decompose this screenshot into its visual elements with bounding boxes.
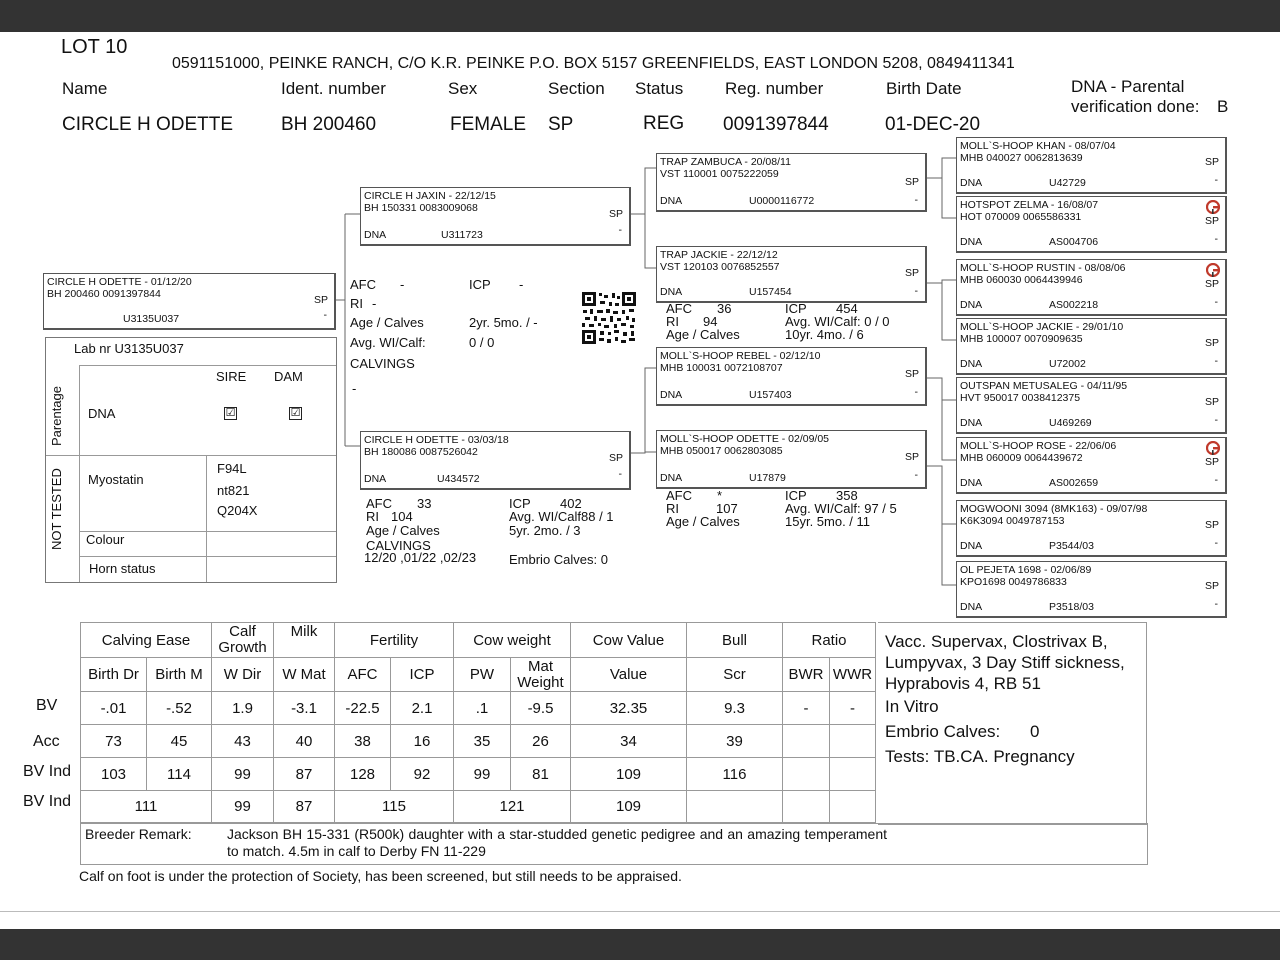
gp-box bbox=[656, 430, 927, 489]
ggp-dash: - bbox=[1214, 233, 1218, 245]
sire-avg-label: Avg. WI/Calf: bbox=[350, 335, 426, 350]
header-dna-1: DNA - Parental bbox=[1071, 77, 1185, 96]
gp-icp: 454 bbox=[836, 301, 858, 316]
acc-cell: 35 bbox=[454, 725, 511, 758]
ggp-section: SP bbox=[1204, 156, 1219, 168]
ggp-name: MOGWOONI 3094 (8MK163) - 09/07/98 bbox=[960, 503, 1148, 515]
ggp-dash: - bbox=[1214, 296, 1218, 308]
ggp-name: HOTSPOT ZELMA - 16/08/07 bbox=[960, 199, 1099, 211]
ggp-dna: AS002218 bbox=[1049, 299, 1099, 311]
bv-cell: 32.35 bbox=[571, 692, 687, 725]
bvind2-cell: 121 bbox=[454, 791, 571, 823]
sire-dna-label: DNA bbox=[364, 229, 387, 241]
sire-calvings-label: CALVINGS bbox=[350, 356, 415, 371]
ggp-section: SP bbox=[1204, 278, 1219, 290]
sire-afc: - bbox=[400, 277, 405, 292]
ggp-name: MOLL`S-HOOP JACKIE - 29/01/10 bbox=[960, 321, 1124, 333]
gp-age-label: Age / Calves bbox=[666, 514, 740, 529]
notes-panel bbox=[878, 622, 1147, 825]
column-header: Value bbox=[571, 658, 687, 692]
group-header: Bull bbox=[687, 623, 783, 658]
bv-cell: -3.1 bbox=[274, 692, 335, 725]
ggp-reg: MHB 060009 0064439672 bbox=[960, 452, 1083, 464]
gp-age: 10yr. 4mo. / 6 bbox=[785, 327, 864, 342]
header-ident: Ident. number bbox=[281, 79, 386, 98]
bv-cell: .1 bbox=[454, 692, 511, 725]
header-sex: Sex bbox=[448, 79, 478, 98]
self-dash: - bbox=[323, 309, 327, 321]
bvind-cell: 114 bbox=[147, 758, 212, 791]
gp-icp: 358 bbox=[836, 488, 858, 503]
acc-cell: 16 bbox=[391, 725, 454, 758]
ggp-box bbox=[956, 137, 1227, 194]
ggp-reg: MHB 100007 0070909635 bbox=[960, 333, 1083, 345]
gp-dna-label: DNA bbox=[660, 286, 683, 298]
embrio-value: 0 bbox=[1030, 722, 1040, 741]
bv-cell: -.52 bbox=[147, 692, 212, 725]
myostatin-label: Myostatin bbox=[88, 472, 144, 487]
acc-cell: 45 bbox=[147, 725, 212, 758]
acc-cell: 39 bbox=[687, 725, 783, 758]
group-header: Milk bbox=[274, 623, 335, 658]
lot-number: LOT 10 bbox=[61, 36, 128, 58]
group-header: Cow weight bbox=[454, 623, 571, 658]
ggp-name: OL PEJETA 1698 - 02/06/89 bbox=[960, 564, 1092, 576]
row-label-bv: BV bbox=[36, 697, 58, 714]
gp-afc-label: AFC bbox=[666, 301, 692, 316]
myostatin-value: F94L bbox=[217, 461, 247, 476]
not-tested-label: NOT TESTED bbox=[49, 468, 64, 550]
bvind-cell bbox=[783, 758, 830, 791]
gp-section: SP bbox=[904, 176, 919, 188]
ggp-dna: U469269 bbox=[1049, 417, 1092, 429]
ggp-box bbox=[956, 318, 1227, 375]
column-header: Birth M bbox=[147, 658, 212, 692]
qr-code-icon bbox=[582, 292, 636, 344]
sire-dna-check-icon: ☑ bbox=[225, 407, 236, 419]
gp-ri-label: RI bbox=[666, 501, 679, 516]
horn-status-label: Horn status bbox=[89, 561, 156, 576]
remark-text: Jackson BH 15-331 (R500k) daughter with a star-studded genetic pedigree and an amazing temperament to match. 4.5m in calf to Derby FN 11-229 bbox=[227, 826, 887, 859]
bvind2-cell bbox=[783, 791, 830, 823]
bvind-cell: 92 bbox=[391, 758, 454, 791]
sire-icp: - bbox=[519, 277, 524, 292]
ggp-dna-label: DNA bbox=[960, 601, 983, 613]
gp-section: SP bbox=[904, 368, 919, 380]
ggp-dash: - bbox=[1214, 414, 1218, 426]
society-logo-icon bbox=[1206, 441, 1220, 455]
footer-note: Calf on foot is under the protection of Society, has been screened, but still needs to be appraised. bbox=[79, 868, 682, 884]
ggp-reg: HOT 070009 0065586331 bbox=[960, 211, 1082, 223]
gp-dna: U157454 bbox=[749, 286, 792, 298]
column-header: BWR bbox=[783, 658, 830, 692]
row-label-bvind: BV Ind bbox=[23, 793, 72, 810]
society-logo-icon bbox=[1206, 200, 1220, 214]
dam-reg: BH 180086 0087526042 bbox=[364, 446, 478, 458]
header-name: Name bbox=[62, 79, 108, 98]
gp-age-label: Age / Calves bbox=[666, 327, 740, 342]
ggp-section: SP bbox=[1204, 396, 1219, 408]
ggp-name: OUTSPAN METUSALEG - 04/11/95 bbox=[960, 380, 1128, 392]
vaccination-note: Vacc. Supervax, Clostrivax B, Lumpyvax, 3 Day Stiff sickness, Hyprabovis 4, RB 51 bbox=[885, 632, 1125, 693]
sire-section: SP bbox=[608, 208, 623, 220]
sire-name: CIRCLE H JAXIN - 22/12/15 bbox=[364, 190, 496, 202]
ggp-dash: - bbox=[1214, 474, 1218, 486]
column-header: ICP bbox=[391, 658, 454, 692]
header-reg: Reg. number bbox=[725, 79, 824, 98]
ggp-reg: KPO1698 0049786833 bbox=[960, 576, 1067, 588]
in-vitro-note: In Vitro bbox=[885, 697, 939, 716]
group-header: Fertility bbox=[335, 623, 454, 658]
bv-cell: 1.9 bbox=[212, 692, 274, 725]
dam-name: CIRCLE H ODETTE - 03/03/18 bbox=[364, 434, 509, 446]
self-section: SP bbox=[313, 294, 328, 306]
gp-dna-label: DNA bbox=[660, 389, 683, 401]
dam-ri-label: RI bbox=[366, 509, 379, 524]
column-header: Birth Dr bbox=[81, 658, 147, 692]
gp-section: SP bbox=[904, 451, 919, 463]
ggp-dna-label: DNA bbox=[960, 540, 983, 552]
dam-ri: 104 bbox=[391, 509, 413, 524]
bvind-cell: 103 bbox=[81, 758, 147, 791]
dam-dna-label: DNA bbox=[364, 473, 387, 485]
column-header: AFC bbox=[335, 658, 391, 692]
sire-column-header: SIRE bbox=[216, 369, 247, 384]
myostatin-value: Q204X bbox=[217, 503, 258, 518]
bvind-cell: 81 bbox=[511, 758, 571, 791]
ggp-name: MOLL`S-HOOP KHAN - 08/07/04 bbox=[960, 140, 1116, 152]
ggp-dna: U42729 bbox=[1049, 177, 1086, 189]
animal-sex: FEMALE bbox=[450, 114, 527, 135]
animal-birth: 01-DEC-20 bbox=[885, 114, 981, 135]
dam-section: SP bbox=[608, 452, 623, 464]
gp-dna: U17879 bbox=[749, 472, 786, 484]
bvind2-cell bbox=[687, 791, 783, 823]
ebv-table bbox=[80, 622, 876, 823]
bvind-cell bbox=[830, 758, 876, 791]
bvind2-cell: 115 bbox=[335, 791, 454, 823]
gp-afc: 36 bbox=[717, 301, 732, 316]
row-label-bvind: BV Ind bbox=[23, 763, 72, 780]
dam-afc: 33 bbox=[417, 496, 432, 511]
bvind-cell: 99 bbox=[212, 758, 274, 791]
myostatin-value: nt821 bbox=[217, 483, 250, 498]
group-header: Ratio bbox=[783, 623, 876, 658]
bv-cell: - bbox=[783, 692, 830, 725]
gp-name: TRAP JACKIE - 22/12/12 bbox=[660, 249, 778, 261]
ggp-dash: - bbox=[1214, 598, 1218, 610]
ggp-dna: P3518/03 bbox=[1049, 601, 1094, 613]
bv-cell: 9.3 bbox=[687, 692, 783, 725]
column-header: Mat Weight bbox=[511, 658, 571, 692]
ggp-section: SP bbox=[1204, 456, 1219, 468]
dam-calvings-label: CALVINGS bbox=[366, 538, 431, 553]
acc-cell: 26 bbox=[511, 725, 571, 758]
sire-dash: - bbox=[618, 224, 622, 236]
ggp-dash: - bbox=[1214, 355, 1218, 367]
ggp-section: SP bbox=[1204, 519, 1219, 531]
ggp-box bbox=[956, 259, 1227, 316]
sire-age: 2yr. 5mo. / - bbox=[469, 315, 538, 330]
gp-dash: - bbox=[914, 469, 918, 481]
dam-dna: U434572 bbox=[437, 473, 480, 485]
gp-avg: Avg. WI/Calf: 0 / 0 bbox=[785, 314, 890, 329]
header-status: Status bbox=[635, 79, 684, 98]
bv-cell: -9.5 bbox=[511, 692, 571, 725]
column-header: W Mat bbox=[274, 658, 335, 692]
acc-cell: 34 bbox=[571, 725, 687, 758]
ggp-section: SP bbox=[1204, 215, 1219, 227]
column-header: W Dir bbox=[212, 658, 274, 692]
ggp-dash: - bbox=[1214, 174, 1218, 186]
dam-age-label: Age / Calves bbox=[366, 523, 440, 538]
ggp-name: MOLL`S-HOOP RUSTIN - 08/08/06 bbox=[960, 262, 1126, 274]
bv-cell: 2.1 bbox=[391, 692, 454, 725]
dam-dna-check-icon: ☑ bbox=[290, 407, 301, 419]
column-header: PW bbox=[454, 658, 511, 692]
bvind2-cell: 99 bbox=[212, 791, 274, 823]
gp-dna-label: DNA bbox=[660, 195, 683, 207]
sire-dna: U311723 bbox=[441, 229, 483, 241]
ggp-section: SP bbox=[1204, 580, 1219, 592]
ggp-box bbox=[956, 500, 1227, 557]
animal-ident: BH 200460 bbox=[281, 114, 377, 135]
bvind-cell: 128 bbox=[335, 758, 391, 791]
ggp-dna-label: DNA bbox=[960, 477, 983, 489]
ggp-dna-label: DNA bbox=[960, 177, 983, 189]
sire-reg: BH 150331 0083009068 bbox=[364, 202, 478, 214]
ggp-box bbox=[956, 437, 1227, 494]
gp-name: MOLL`S-HOOP REBEL - 02/12/10 bbox=[660, 350, 821, 362]
dam-icp: 402 bbox=[560, 496, 582, 511]
animal-name: CIRCLE H ODETTE bbox=[62, 114, 234, 135]
acc-cell bbox=[783, 725, 830, 758]
group-header: Cow Value bbox=[571, 623, 687, 658]
row-label-acc: Acc bbox=[33, 733, 60, 750]
gp-avg: Avg. WI/Calf: 97 / 5 bbox=[785, 501, 897, 516]
gp-dna-label: DNA bbox=[660, 472, 683, 484]
bv-cell: -.01 bbox=[81, 692, 147, 725]
gp-afc-label: AFC bbox=[666, 488, 692, 503]
ggp-reg: HVT 950017 0038412375 bbox=[960, 392, 1081, 404]
acc-cell: 40 bbox=[274, 725, 335, 758]
group-header: Calving Ease bbox=[81, 623, 212, 658]
ggp-dna-label: DNA bbox=[960, 417, 983, 429]
sire-afc-label: AFC bbox=[350, 277, 376, 292]
header-birth: Birth Date bbox=[886, 79, 962, 98]
group-header: Calf Growth bbox=[212, 623, 274, 658]
dam-avg: Avg. WI/Calf88 / 1 bbox=[509, 509, 614, 524]
ggp-dash: - bbox=[1214, 537, 1218, 549]
dam-dash: - bbox=[618, 468, 622, 480]
gp-reg: VST 120103 0076852557 bbox=[660, 261, 780, 273]
dam-embrio: Embrio Calves: 0 bbox=[509, 552, 608, 567]
gp-reg: MHB 100031 0072108707 bbox=[660, 362, 783, 374]
self-reg: BH 200460 0091397844 bbox=[47, 288, 161, 300]
gp-ri-label: RI bbox=[666, 314, 679, 329]
gp-name: TRAP ZAMBUCA - 20/08/11 bbox=[660, 156, 791, 168]
sire-ri-label: RI bbox=[350, 296, 363, 311]
gp-ri: 94 bbox=[703, 314, 718, 329]
bvind2-cell: 87 bbox=[274, 791, 335, 823]
gp-reg: VST 110001 0075222059 bbox=[660, 168, 779, 180]
self-pedigree-box bbox=[43, 273, 336, 330]
self-name: CIRCLE H ODETTE - 01/12/20 bbox=[47, 276, 192, 288]
dna-label: DNA bbox=[88, 406, 116, 421]
gp-name: MOLL`S-HOOP ODETTE - 02/09/05 bbox=[660, 433, 830, 445]
bvind2-cell: 109 bbox=[571, 791, 687, 823]
ggp-box bbox=[956, 561, 1227, 618]
sire-box bbox=[360, 187, 631, 246]
bvind-cell: 116 bbox=[687, 758, 783, 791]
ggp-reg: MHB 060030 0064439946 bbox=[960, 274, 1083, 286]
ggp-reg: K6K3094 0049787153 bbox=[960, 515, 1065, 527]
dam-afc-label: AFC bbox=[366, 496, 392, 511]
gp-box bbox=[656, 246, 927, 303]
tests-note: Tests: TB.CA. Pregnancy bbox=[885, 747, 1075, 766]
gp-dash: - bbox=[914, 285, 918, 297]
ggp-dna-label: DNA bbox=[960, 236, 983, 248]
sire-icp-label: ICP bbox=[469, 277, 491, 292]
acc-cell: 73 bbox=[81, 725, 147, 758]
self-dna: U3135U037 bbox=[123, 313, 180, 325]
header-section: Section bbox=[548, 79, 605, 98]
gp-dash: - bbox=[914, 194, 918, 206]
ggp-dna: U72002 bbox=[1049, 358, 1086, 370]
sire-avg: 0 / 0 bbox=[469, 335, 495, 350]
ggp-section: SP bbox=[1204, 337, 1219, 349]
sire-age-label: Age / Calves bbox=[350, 315, 424, 330]
sire-ri: - bbox=[372, 296, 377, 311]
ggp-dna-label: DNA bbox=[960, 299, 983, 311]
gp-dna: U0000116772 bbox=[749, 195, 815, 207]
embrio-label: Embrio Calves: bbox=[885, 722, 1001, 741]
column-header: WWR bbox=[830, 658, 876, 692]
dam-icp-label: ICP bbox=[509, 496, 531, 511]
remark-label: Breeder Remark: bbox=[85, 826, 192, 842]
bvind-cell: 99 bbox=[454, 758, 511, 791]
animal-reg: 0091397844 bbox=[723, 114, 829, 135]
gp-box bbox=[656, 347, 927, 406]
ggp-dna: AS002659 bbox=[1049, 477, 1099, 489]
sire-calvings: - bbox=[352, 381, 357, 396]
column-header: Scr bbox=[687, 658, 783, 692]
gp-dna: U157403 bbox=[749, 389, 792, 401]
dam-column-header: DAM bbox=[274, 369, 303, 384]
bvind2-cell: 111 bbox=[81, 791, 212, 823]
colour-label: Colour bbox=[86, 532, 125, 547]
society-logo-icon bbox=[1206, 263, 1220, 277]
bv-cell: - bbox=[830, 692, 876, 725]
bvind-cell: 109 bbox=[571, 758, 687, 791]
bvind-cell: 87 bbox=[274, 758, 335, 791]
parentage-label: Parentage bbox=[49, 386, 64, 446]
bv-cell: -22.5 bbox=[335, 692, 391, 725]
dam-age: 5yr. 2mo. / 3 bbox=[509, 523, 581, 538]
bvind2-cell bbox=[830, 791, 876, 823]
ggp-box bbox=[956, 377, 1227, 434]
gp-box bbox=[656, 153, 927, 212]
animal-status: REG bbox=[643, 113, 685, 134]
gp-age: 15yr. 5mo. / 11 bbox=[785, 514, 871, 529]
gp-reg: MHB 050017 0062803085 bbox=[660, 445, 783, 457]
ggp-dna: P3544/03 bbox=[1049, 540, 1094, 552]
acc-cell: 38 bbox=[335, 725, 391, 758]
dam-calvings: 12/20 ,01/22 ,02/23 bbox=[364, 550, 477, 565]
header-dna-2: verification done: bbox=[1071, 97, 1200, 116]
gp-dash: - bbox=[914, 386, 918, 398]
dam-box bbox=[360, 431, 631, 490]
gp-ri: 107 bbox=[716, 501, 738, 516]
breeder-remark bbox=[80, 823, 1148, 865]
acc-cell: 43 bbox=[212, 725, 274, 758]
parentage-table bbox=[45, 337, 337, 583]
ggp-dna-label: DNA bbox=[960, 358, 983, 370]
gp-icp-label: ICP bbox=[785, 488, 807, 503]
acc-cell bbox=[830, 725, 876, 758]
header-dna-value: B bbox=[1217, 97, 1229, 116]
owner-line: 0591151000, PEINKE RANCH, C/O K.R. PEINKE P.O. BOX 5157 GREENFIELDS, EAST LONDON 5208, 0849411341 bbox=[172, 55, 1015, 72]
ggp-dna: AS004706 bbox=[1049, 236, 1099, 248]
lab-number: Lab nr U3135U037 bbox=[74, 341, 184, 356]
ggp-box bbox=[956, 196, 1227, 253]
gp-afc: * bbox=[717, 488, 723, 503]
animal-section: SP bbox=[548, 114, 574, 135]
ggp-name: MOLL`S-HOOP ROSE - 22/06/06 bbox=[960, 440, 1117, 452]
ggp-reg: MHB 040027 0062813639 bbox=[960, 152, 1083, 164]
gp-section: SP bbox=[904, 267, 919, 279]
gp-icp-label: ICP bbox=[785, 301, 807, 316]
